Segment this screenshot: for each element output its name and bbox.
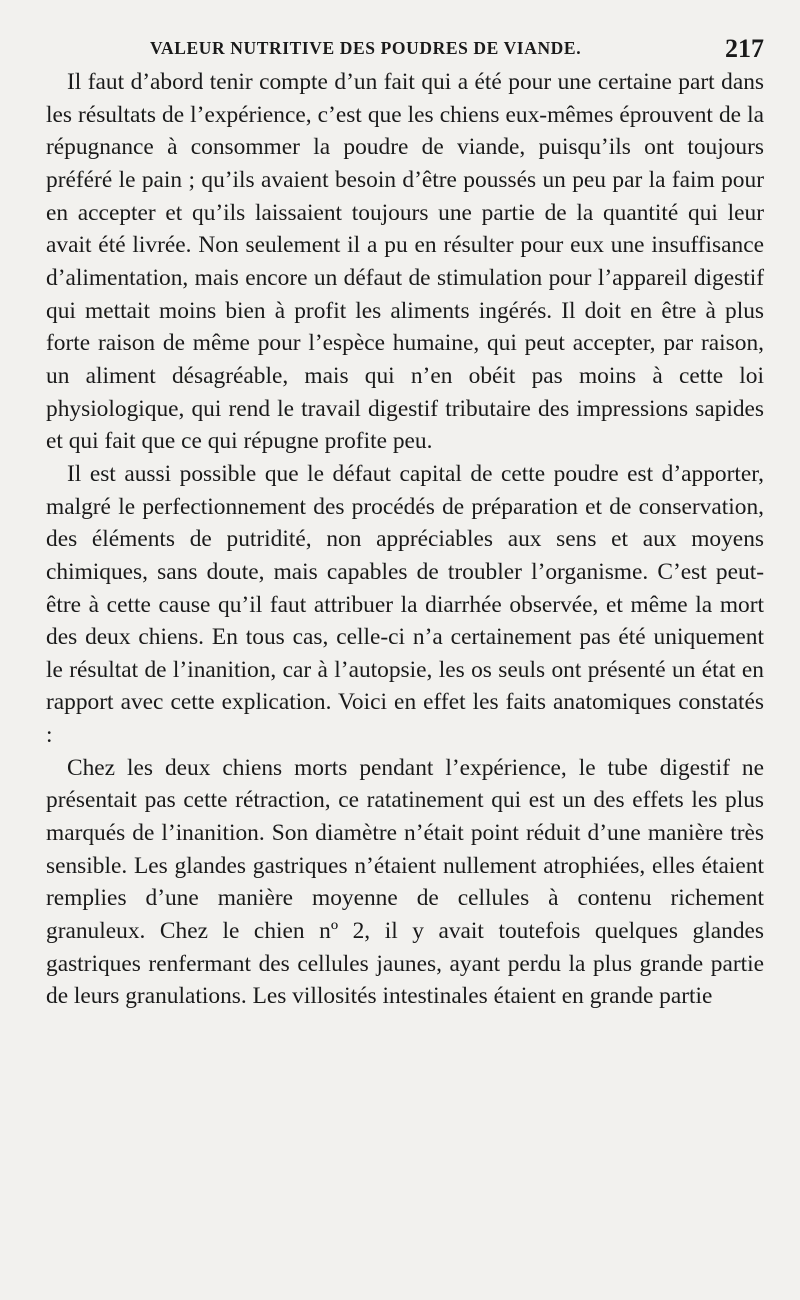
paragraph: Il faut d’abord tenir compte d’un fait qui a été pour une certaine part dans les résultats de l’expérience, c’est que les chiens eux-mêmes éprouvent de la répugnance à consommer la poudre de viande, puisqu’ils ont toujours préféré le pain ; qu’ils avaient besoin d’être poussés un peu par la faim pour en accepter et qu’ils laissaient toujours une partie de la quantité qui leur avait été livrée. Non seulement il a pu en résulter pour eux une insuffisance d’alimentation, mais encore un défaut de stimulation pour l’appareil digestif qui mettait moins bien à profit les aliments ingérés. Il doit en être à plus forte raison de même pour l’espèce humaine, qui peut accepter, par raison, un aliment désagréable, mais qui n’en obéit pas moins à cette loi physiologique, qui rend le travail digestif tributaire des impressions sapides et qui fait que ce qui répugne profite peu. — [46, 69, 764, 455]
running-title: VALEUR NUTRITIVE DES POUDRES DE VIANDE. — [150, 38, 582, 58]
page-number: 217 — [725, 34, 764, 63]
running-head — [46, 34, 764, 66]
paragraph: Chez les deux chiens morts pendant l’expérience, le tube digestif ne présentait pas cette rétraction, ce ratatinement qui est un des effets les plus marqués de l’inanition. Son diamètre n’était point réduit d’une manière très sensible. Les glandes gastriques n’étaient nullement atrophiées, elles étaient remplies d’une manière moyenne de cellules à contenu richement granuleux. Chez le chien nº 2, il y avait toutefois quelques glandes gastriques renfermant des cellules jaunes, ayant perdu la plus grande partie de leurs granulations. Les villosités intestinales étaient en grande partie — [46, 754, 764, 1010]
body-text — [46, 66, 764, 1013]
paragraph: Il est aussi possible que le défaut capital de cette poudre est d’apporter, malgré le perfectionnement des procédés de préparation et de conservation, des éléments de putridité, non appréciables aux sens et aux moyens chimiques, sans doute, mais capables de troubler l’organisme. C’est peut-être à cette cause qu’il faut attribuer la diarrhée observée, et même la mort des deux chiens. En tous cas, celle-ci n’a certainement pas été uniquement le résultat de l’inanition, car à l’autopsie, les os seuls ont présenté un état en rapport avec cette explication. Voici en effet les faits anatomiques constatés : — [46, 460, 764, 749]
